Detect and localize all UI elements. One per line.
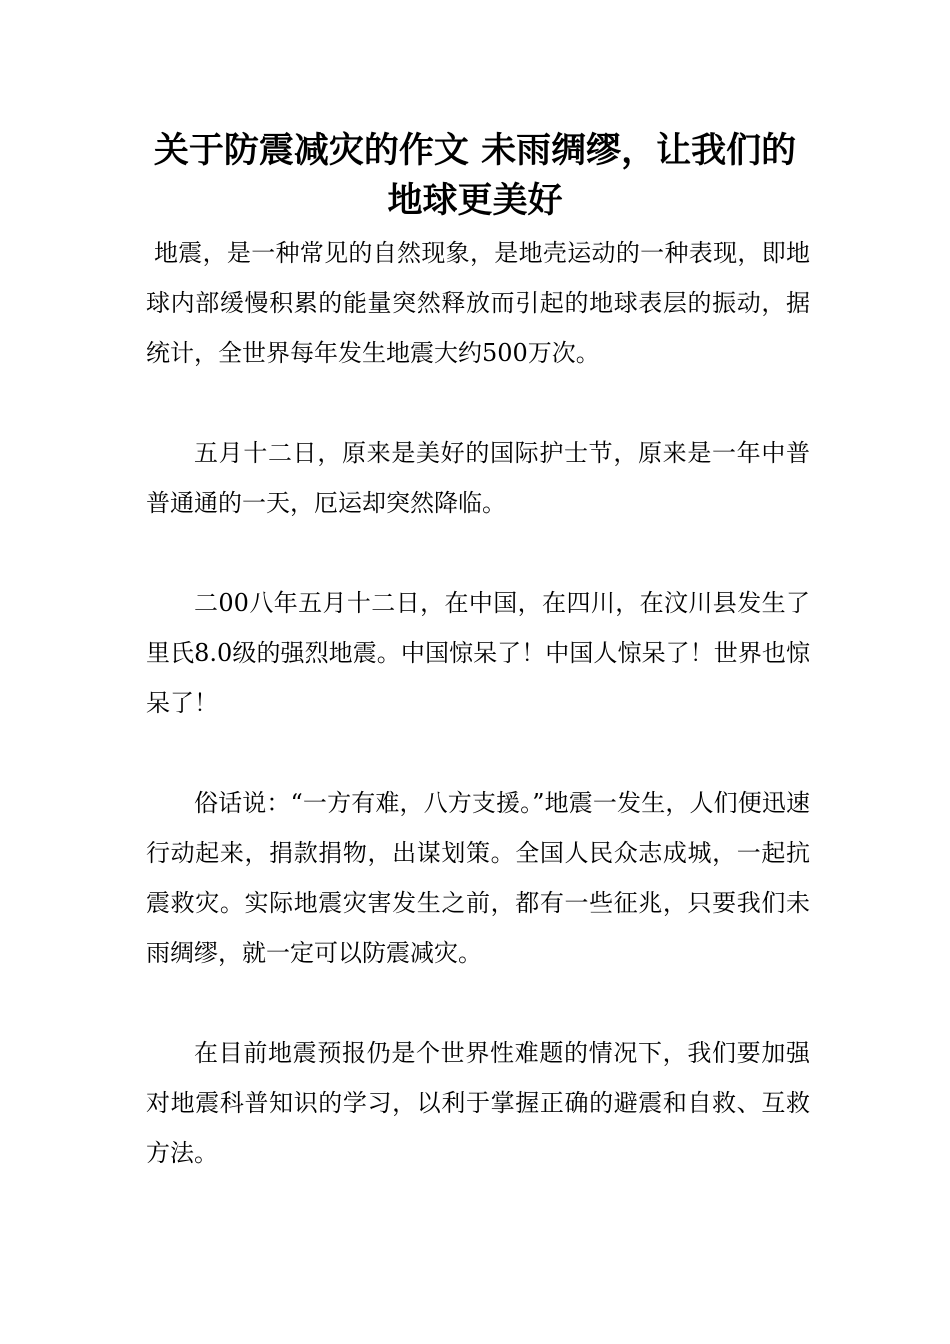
paragraph-3: 二00八年五月十二日，在中国，在四川，在汶川县发生了里氏8.0级的强烈地震。中国惊呆了！中国人惊呆了！世界也惊呆了！ — [146, 589, 810, 717]
paragraph-1: 地震，是一种常见的自然现象，是地壳运动的一种表现，即地球内部缓慢积累的能量突然释放而引起的地球表层的振动，据统计，全世界每年发生地震大约500万次。 — [146, 239, 811, 367]
document-body — [146, 228, 810, 1228]
paragraph-4: 俗话说：“一方有难，八方支援。”地震一发生，人们便迅速行动起来，捐款捐物，出谋划策。全国人民众志成城，一起抗震救灾。实际地震灾害发生之前，都有一些征兆，只要我们未雨绸缪，就一定可以防震减灾。 — [146, 789, 810, 967]
paragraph-2: 五月十二日，原来是美好的国际护士节，原来是一年中普普通通的一天，厄运却突然降临。 — [146, 439, 810, 517]
paragraph-5: 在目前地震预报仍是个世界性难题的情况下，我们要加强对地震科普知识的学习，以利于掌握正确的避震和自救、互救方法。 — [146, 1039, 810, 1167]
document-title: 关于防震减灾的作文 未雨绸缪，让我们的地球更美好 — [153, 131, 797, 221]
